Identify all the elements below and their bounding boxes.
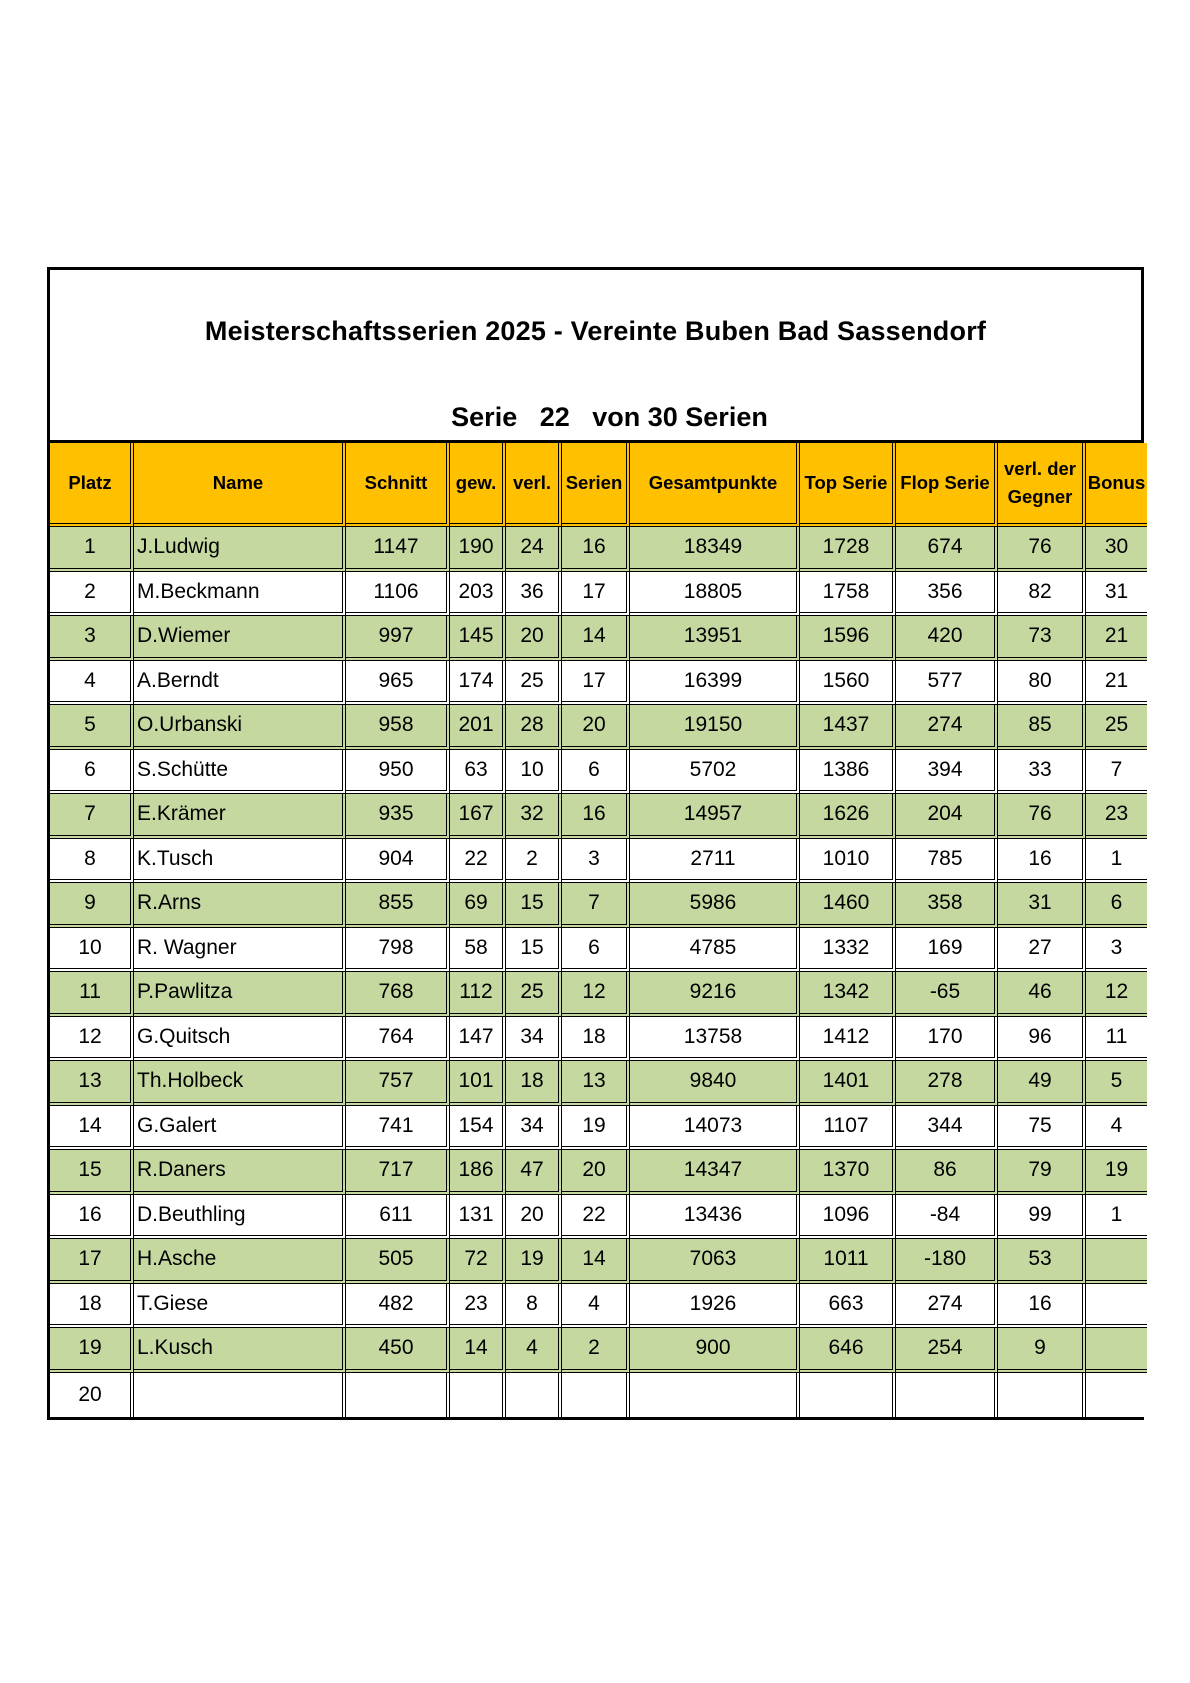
cell-schnitt: 935: [346, 794, 450, 839]
table-row: [50, 1017, 1147, 1062]
cell-schnitt: 764: [346, 1017, 450, 1062]
cell-name: L.Kusch: [134, 1328, 346, 1373]
cell-bonus: 7: [1086, 750, 1147, 795]
column-header-platz: Platz: [50, 443, 134, 527]
cell-verl-der-gegner: 73: [998, 616, 1086, 661]
cell-gew: 174: [450, 661, 506, 706]
cell-name: H.Asche: [134, 1239, 346, 1284]
cell-top-serie: 1332: [800, 928, 896, 973]
cell-serien: 3: [562, 839, 630, 884]
cell-gesamtpunkte: 13758: [630, 1017, 800, 1062]
cell-serien: 17: [562, 572, 630, 617]
cell-gesamtpunkte: 5986: [630, 883, 800, 928]
cell-gew: 190: [450, 527, 506, 572]
cell-verl: 32: [506, 794, 562, 839]
cell-name: T.Giese: [134, 1284, 346, 1329]
cell-verl: 34: [506, 1017, 562, 1062]
cell-platz: 4: [50, 661, 134, 706]
table-row: [50, 839, 1147, 884]
cell-top-serie: 1758: [800, 572, 896, 617]
cell-flop-serie: 254: [896, 1328, 998, 1373]
cell-gew: 186: [450, 1150, 506, 1195]
cell-bonus: 6: [1086, 883, 1147, 928]
cell-verl-der-gegner: 33: [998, 750, 1086, 795]
cell-gew: 14: [450, 1328, 506, 1373]
cell-verl-der-gegner: [998, 1373, 1086, 1418]
cell-verl: 20: [506, 1195, 562, 1240]
column-header-name: Name: [134, 443, 346, 527]
cell-top-serie: 646: [800, 1328, 896, 1373]
cell-top-serie: 1011: [800, 1239, 896, 1284]
cell-top-serie: 1728: [800, 527, 896, 572]
cell-top-serie: 1010: [800, 839, 896, 884]
column-header-schnitt: Schnitt: [346, 443, 450, 527]
cell-schnitt: 1147: [346, 527, 450, 572]
cell-verl: 47: [506, 1150, 562, 1195]
cell-schnitt: 505: [346, 1239, 450, 1284]
cell-platz: 20: [50, 1373, 134, 1418]
table-header: [50, 443, 1147, 527]
cell-flop-serie: 420: [896, 616, 998, 661]
cell-schnitt: 757: [346, 1061, 450, 1106]
cell-top-serie: 1370: [800, 1150, 896, 1195]
cell-schnitt: 611: [346, 1195, 450, 1240]
cell-name: R.Daners: [134, 1150, 346, 1195]
cell-verl-der-gegner: 16: [998, 839, 1086, 884]
cell-bonus: [1086, 1284, 1147, 1329]
cell-serien: 16: [562, 527, 630, 572]
cell-platz: 12: [50, 1017, 134, 1062]
cell-top-serie: 1626: [800, 794, 896, 839]
cell-platz: 19: [50, 1328, 134, 1373]
cell-flop-serie: -84: [896, 1195, 998, 1240]
cell-gew: 201: [450, 705, 506, 750]
cell-serien: 14: [562, 616, 630, 661]
cell-gesamtpunkte: 1926: [630, 1284, 800, 1329]
cell-verl: 19: [506, 1239, 562, 1284]
cell-gesamtpunkte: 13951: [630, 616, 800, 661]
cell-gesamtpunkte: 19150: [630, 705, 800, 750]
cell-verl: 4: [506, 1328, 562, 1373]
cell-bonus: 31: [1086, 572, 1147, 617]
cell-verl-der-gegner: 75: [998, 1106, 1086, 1151]
cell-verl-der-gegner: 79: [998, 1150, 1086, 1195]
column-header-gesamtpunkte: Gesamtpunkte: [630, 443, 800, 527]
cell-flop-serie: 674: [896, 527, 998, 572]
cell-platz: 15: [50, 1150, 134, 1195]
cell-name: R.Arns: [134, 883, 346, 928]
cell-schnitt: 741: [346, 1106, 450, 1151]
cell-top-serie: 1460: [800, 883, 896, 928]
cell-name: D.Wiemer: [134, 616, 346, 661]
cell-verl: 25: [506, 661, 562, 706]
cell-verl: 36: [506, 572, 562, 617]
cell-serien: 6: [562, 750, 630, 795]
cell-serien: 16: [562, 794, 630, 839]
cell-verl-der-gegner: 85: [998, 705, 1086, 750]
table-row: [50, 1150, 1147, 1195]
cell-gesamtpunkte: 16399: [630, 661, 800, 706]
cell-verl-der-gegner: 96: [998, 1017, 1086, 1062]
cell-flop-serie: [896, 1373, 998, 1418]
cell-serien: 13: [562, 1061, 630, 1106]
cell-top-serie: 1342: [800, 972, 896, 1017]
cell-gesamtpunkte: 4785: [630, 928, 800, 973]
column-header-top-serie: Top Serie: [800, 443, 896, 527]
cell-flop-serie: 358: [896, 883, 998, 928]
cell-flop-serie: 170: [896, 1017, 998, 1062]
cell-serien: 7: [562, 883, 630, 928]
cell-bonus: [1086, 1239, 1147, 1284]
cell-bonus: 30: [1086, 527, 1147, 572]
cell-top-serie: 663: [800, 1284, 896, 1329]
cell-gew: 72: [450, 1239, 506, 1284]
cell-verl: 18: [506, 1061, 562, 1106]
cell-platz: 9: [50, 883, 134, 928]
table-row: [50, 661, 1147, 706]
cell-platz: 6: [50, 750, 134, 795]
cell-bonus: [1086, 1373, 1147, 1418]
cell-flop-serie: 785: [896, 839, 998, 884]
table-row: [50, 705, 1147, 750]
cell-verl: 25: [506, 972, 562, 1017]
cell-bonus: [1086, 1328, 1147, 1373]
cell-platz: 18: [50, 1284, 134, 1329]
cell-serien: 2: [562, 1328, 630, 1373]
table-row: [50, 883, 1147, 928]
cell-top-serie: 1412: [800, 1017, 896, 1062]
cell-platz: 3: [50, 616, 134, 661]
cell-platz: 13: [50, 1061, 134, 1106]
column-header-verl-der-gegner: verl. der Gegner: [998, 443, 1086, 527]
cell-verl-der-gegner: 49: [998, 1061, 1086, 1106]
cell-gesamtpunkte: 7063: [630, 1239, 800, 1284]
cell-top-serie: 1386: [800, 750, 896, 795]
cell-bonus: 5: [1086, 1061, 1147, 1106]
table-body: [50, 527, 1147, 1417]
cell-verl-der-gegner: 31: [998, 883, 1086, 928]
column-header-serien: Serien: [562, 443, 630, 527]
cell-gesamtpunkte: 2711: [630, 839, 800, 884]
cell-schnitt: 798: [346, 928, 450, 973]
cell-schnitt: [346, 1373, 450, 1418]
cell-verl: 15: [506, 928, 562, 973]
cell-name: R. Wagner: [134, 928, 346, 973]
cell-flop-serie: 577: [896, 661, 998, 706]
cell-top-serie: 1096: [800, 1195, 896, 1240]
cell-gew: 58: [450, 928, 506, 973]
cell-schnitt: 717: [346, 1150, 450, 1195]
page-title: Meisterschaftsserien 2025 - Vereinte Buben Bad Sassendorf: [204, 316, 987, 346]
cell-verl: 15: [506, 883, 562, 928]
cell-verl-der-gegner: 76: [998, 794, 1086, 839]
cell-bonus: 23: [1086, 794, 1147, 839]
cell-serien: 4: [562, 1284, 630, 1329]
column-header-bonus: Bonus: [1086, 443, 1147, 527]
cell-verl: 8: [506, 1284, 562, 1329]
table-row: [50, 1061, 1147, 1106]
cell-gew: 167: [450, 794, 506, 839]
cell-gew: 145: [450, 616, 506, 661]
cell-name: J.Ludwig: [134, 527, 346, 572]
cell-serien: 19: [562, 1106, 630, 1151]
cell-verl: 28: [506, 705, 562, 750]
cell-name: A.Berndt: [134, 661, 346, 706]
cell-serien: [562, 1373, 630, 1418]
table-row: [50, 1328, 1147, 1373]
cell-verl-der-gegner: 99: [998, 1195, 1086, 1240]
cell-schnitt: 997: [346, 616, 450, 661]
title-block: [50, 270, 1141, 443]
cell-bonus: 19: [1086, 1150, 1147, 1195]
cell-flop-serie: -65: [896, 972, 998, 1017]
cell-gew: 203: [450, 572, 506, 617]
table-row: [50, 1239, 1147, 1284]
cell-name: P.Pawlitza: [134, 972, 346, 1017]
cell-bonus: 1: [1086, 1195, 1147, 1240]
cell-verl: 2: [506, 839, 562, 884]
cell-platz: 10: [50, 928, 134, 973]
cell-flop-serie: 86: [896, 1150, 998, 1195]
cell-gew: 112: [450, 972, 506, 1017]
cell-serien: 22: [562, 1195, 630, 1240]
cell-platz: 16: [50, 1195, 134, 1240]
cell-gew: 131: [450, 1195, 506, 1240]
column-header-verl: verl.: [506, 443, 562, 527]
cell-flop-serie: 169: [896, 928, 998, 973]
cell-schnitt: 950: [346, 750, 450, 795]
cell-flop-serie: 356: [896, 572, 998, 617]
cell-gesamtpunkte: 18349: [630, 527, 800, 572]
cell-schnitt: 855: [346, 883, 450, 928]
cell-gesamtpunkte: 9840: [630, 1061, 800, 1106]
cell-gesamtpunkte: 14957: [630, 794, 800, 839]
cell-top-serie: 1401: [800, 1061, 896, 1106]
table-row: [50, 1106, 1147, 1151]
cell-flop-serie: 278: [896, 1061, 998, 1106]
cell-serien: 6: [562, 928, 630, 973]
cell-bonus: 11: [1086, 1017, 1147, 1062]
cell-schnitt: 958: [346, 705, 450, 750]
cell-gesamtpunkte: 14347: [630, 1150, 800, 1195]
cell-name: G.Galert: [134, 1106, 346, 1151]
cell-serien: 17: [562, 661, 630, 706]
cell-bonus: 21: [1086, 616, 1147, 661]
cell-name: O.Urbanski: [134, 705, 346, 750]
column-header-flop-serie: Flop Serie: [896, 443, 998, 527]
cell-name: G.Quitsch: [134, 1017, 346, 1062]
cell-gesamtpunkte: 9216: [630, 972, 800, 1017]
cell-top-serie: 1107: [800, 1106, 896, 1151]
cell-flop-serie: 204: [896, 794, 998, 839]
cell-gesamtpunkte: 14073: [630, 1106, 800, 1151]
cell-flop-serie: -180: [896, 1239, 998, 1284]
cell-serien: 20: [562, 1150, 630, 1195]
cell-serien: 18: [562, 1017, 630, 1062]
cell-schnitt: 1106: [346, 572, 450, 617]
cell-gew: 22: [450, 839, 506, 884]
cell-bonus: 1: [1086, 839, 1147, 884]
cell-name: E.Krämer: [134, 794, 346, 839]
cell-platz: 1: [50, 527, 134, 572]
cell-verl-der-gegner: 76: [998, 527, 1086, 572]
table-row: [50, 794, 1147, 839]
cell-gew: 147: [450, 1017, 506, 1062]
cell-platz: 11: [50, 972, 134, 1017]
cell-flop-serie: 394: [896, 750, 998, 795]
cell-flop-serie: 274: [896, 705, 998, 750]
cell-bonus: 21: [1086, 661, 1147, 706]
cell-verl: 24: [506, 527, 562, 572]
cell-name: Th.Holbeck: [134, 1061, 346, 1106]
table-row: [50, 572, 1147, 617]
cell-flop-serie: 344: [896, 1106, 998, 1151]
cell-bonus: 4: [1086, 1106, 1147, 1151]
cell-serien: 12: [562, 972, 630, 1017]
cell-name: M.Beckmann: [134, 572, 346, 617]
cell-platz: 8: [50, 839, 134, 884]
table-row: [50, 1373, 1147, 1418]
cell-verl: 34: [506, 1106, 562, 1151]
cell-top-serie: 1437: [800, 705, 896, 750]
cell-schnitt: 482: [346, 1284, 450, 1329]
table-row: [50, 527, 1147, 572]
cell-verl-der-gegner: 9: [998, 1328, 1086, 1373]
cell-platz: 5: [50, 705, 134, 750]
table-row: [50, 1284, 1147, 1329]
cell-gew: 69: [450, 883, 506, 928]
cell-gesamtpunkte: [630, 1373, 800, 1418]
cell-gew: 63: [450, 750, 506, 795]
cell-verl-der-gegner: 27: [998, 928, 1086, 973]
cell-gew: [450, 1373, 506, 1418]
cell-bonus: 25: [1086, 705, 1147, 750]
cell-verl-der-gegner: 53: [998, 1239, 1086, 1284]
cell-verl: 20: [506, 616, 562, 661]
cell-verl-der-gegner: 46: [998, 972, 1086, 1017]
cell-schnitt: 450: [346, 1328, 450, 1373]
cell-bonus: 12: [1086, 972, 1147, 1017]
cell-serien: 20: [562, 705, 630, 750]
cell-schnitt: 768: [346, 972, 450, 1017]
cell-gesamtpunkte: 5702: [630, 750, 800, 795]
cell-gew: 23: [450, 1284, 506, 1329]
cell-top-serie: [800, 1373, 896, 1418]
cell-name: [134, 1373, 346, 1418]
cell-verl-der-gegner: 16: [998, 1284, 1086, 1329]
table-row: [50, 616, 1147, 661]
cell-bonus: 3: [1086, 928, 1147, 973]
cell-gesamtpunkte: 900: [630, 1328, 800, 1373]
cell-serien: 14: [562, 1239, 630, 1284]
ranking-sheet: [47, 267, 1144, 1420]
ranking-table: [50, 443, 1147, 1417]
cell-verl: 10: [506, 750, 562, 795]
cell-flop-serie: 274: [896, 1284, 998, 1329]
table-row: [50, 750, 1147, 795]
cell-verl-der-gegner: 82: [998, 572, 1086, 617]
cell-gesamtpunkte: 18805: [630, 572, 800, 617]
cell-name: S.Schütte: [134, 750, 346, 795]
table-row: [50, 928, 1147, 973]
cell-gew: 101: [450, 1061, 506, 1106]
cell-platz: 2: [50, 572, 134, 617]
table-row: [50, 972, 1147, 1017]
column-header-gew: gew.: [450, 443, 506, 527]
table-row: [50, 1195, 1147, 1240]
cell-schnitt: 904: [346, 839, 450, 884]
cell-schnitt: 965: [346, 661, 450, 706]
cell-gesamtpunkte: 13436: [630, 1195, 800, 1240]
cell-platz: 7: [50, 794, 134, 839]
cell-gew: 154: [450, 1106, 506, 1151]
cell-verl-der-gegner: 80: [998, 661, 1086, 706]
cell-platz: 14: [50, 1106, 134, 1151]
cell-top-serie: 1560: [800, 661, 896, 706]
cell-top-serie: 1596: [800, 616, 896, 661]
cell-platz: 17: [50, 1239, 134, 1284]
serie-progress: Serie 22 von 30 Serien: [451, 402, 768, 432]
cell-verl: [506, 1373, 562, 1418]
cell-name: K.Tusch: [134, 839, 346, 884]
cell-name: D.Beuthling: [134, 1195, 346, 1240]
